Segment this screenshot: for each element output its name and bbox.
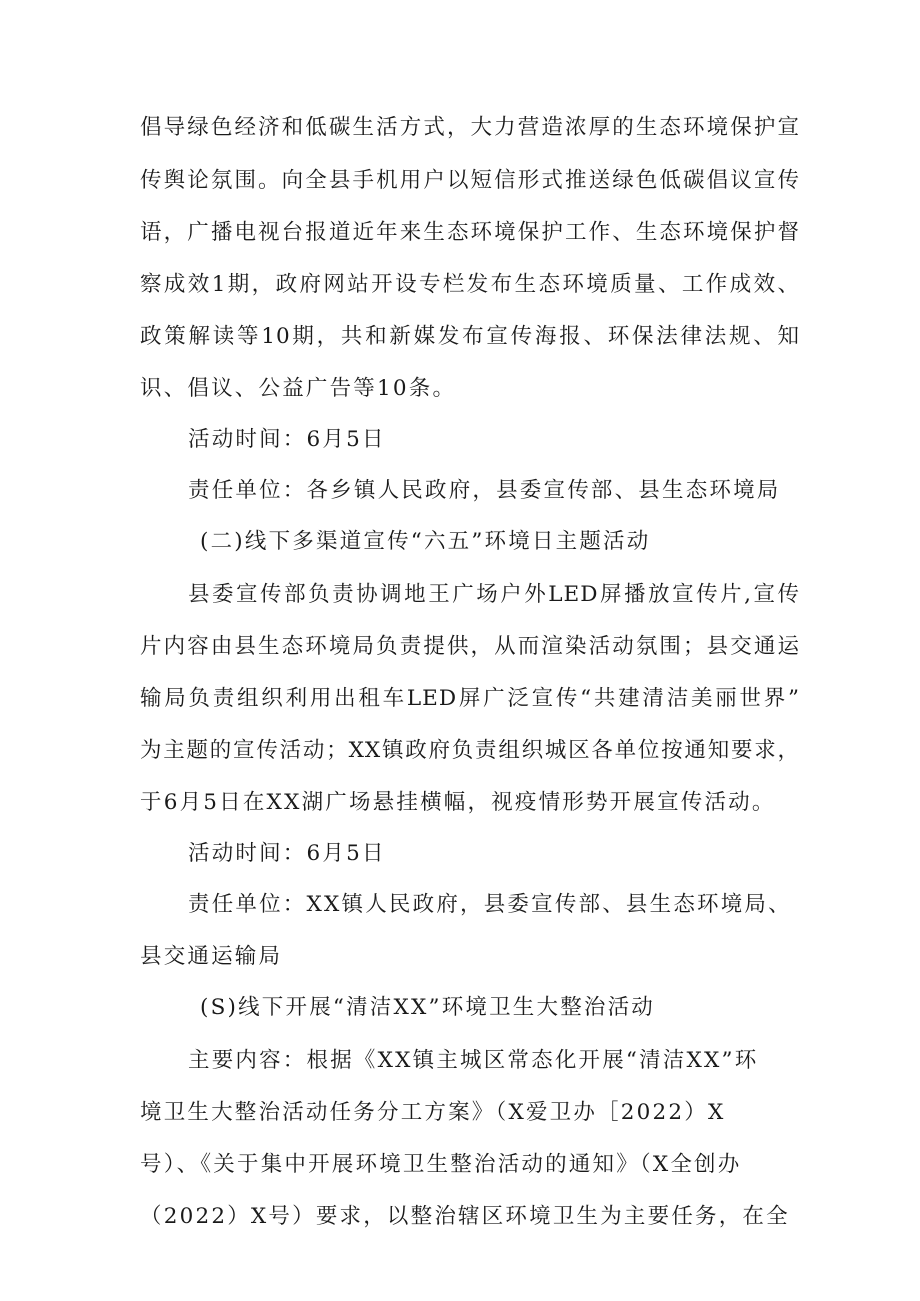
body-text-line: 于6月5日在XX湖广场悬挂横幅，视疫情形势开展宣传活动。 [140, 790, 776, 815]
body-text-line: 识、倡议、公益广告等10条。 [140, 376, 457, 401]
body-text-line: 片内容由县生态环境局负责提供，从而渲染活动氛围；县交通运 [140, 634, 800, 659]
body-text-line: 倡导绿色经济和低碳生活方式，大力营造浓厚的生态环境保护宣 [140, 115, 800, 140]
body-text-line: 县委宣传部负责协调地王广场户外LED屏播放宣传片,宣传 [188, 582, 800, 607]
body-text-line: 为主题的宣传活动；XX镇政府负责组织城区各单位按通知要求， [140, 738, 800, 763]
body-text-line: 号）、《关于集中开展环境卫生整治活动的通知》（X全创办 [140, 1152, 742, 1177]
body-text-line: （2022）X号）要求，以整治辖区环境卫生为主要任务，在全 [140, 1204, 790, 1229]
body-text-line: 语，广播电视台报道近年来生态环境保护工作、生态环境保护督 [140, 220, 800, 245]
body-text-line: 传舆论氛围。向全县手机用户以短信形式推送绿色低碳倡议宣传 [140, 168, 800, 193]
body-text-line: 政策解读等10期，共和新媒发布宣传海报、环保法律法规、知 [140, 324, 800, 349]
responsible-unit: 责任单位：各乡镇人民政府，县委宣传部、县生态环境局 [188, 478, 781, 503]
responsible-unit: 责任单位：XX镇人民政府，县委宣传部、县生态环境局、 [188, 892, 792, 917]
activity-time: 活动时间：6月5日 [188, 427, 386, 452]
body-text-line: 主要内容：根据《XX镇主城区常态化开展“清洁XX”环 [188, 1048, 759, 1073]
responsible-unit-cont: 县交通运输局 [140, 944, 283, 969]
activity-time: 活动时间：6月5日 [188, 841, 386, 866]
body-text-line: 输局负责组织利用出租车LED屏广泛宣传“共建清洁美丽世界” [140, 686, 800, 711]
body-text-line: 察成效1期，政府网站开设专栏发布生态环境质量、工作成效、 [140, 272, 800, 297]
body-text-line: 境卫生大整治活动任务分工方案》（X爱卫办［2022）X [140, 1100, 726, 1125]
section-heading-3: (S)线下开展“清洁XX”环境卫生大整治活动 [200, 995, 656, 1020]
section-heading-2: (二)线下多渠道宣传“六五”环境日主题活动 [200, 529, 651, 554]
